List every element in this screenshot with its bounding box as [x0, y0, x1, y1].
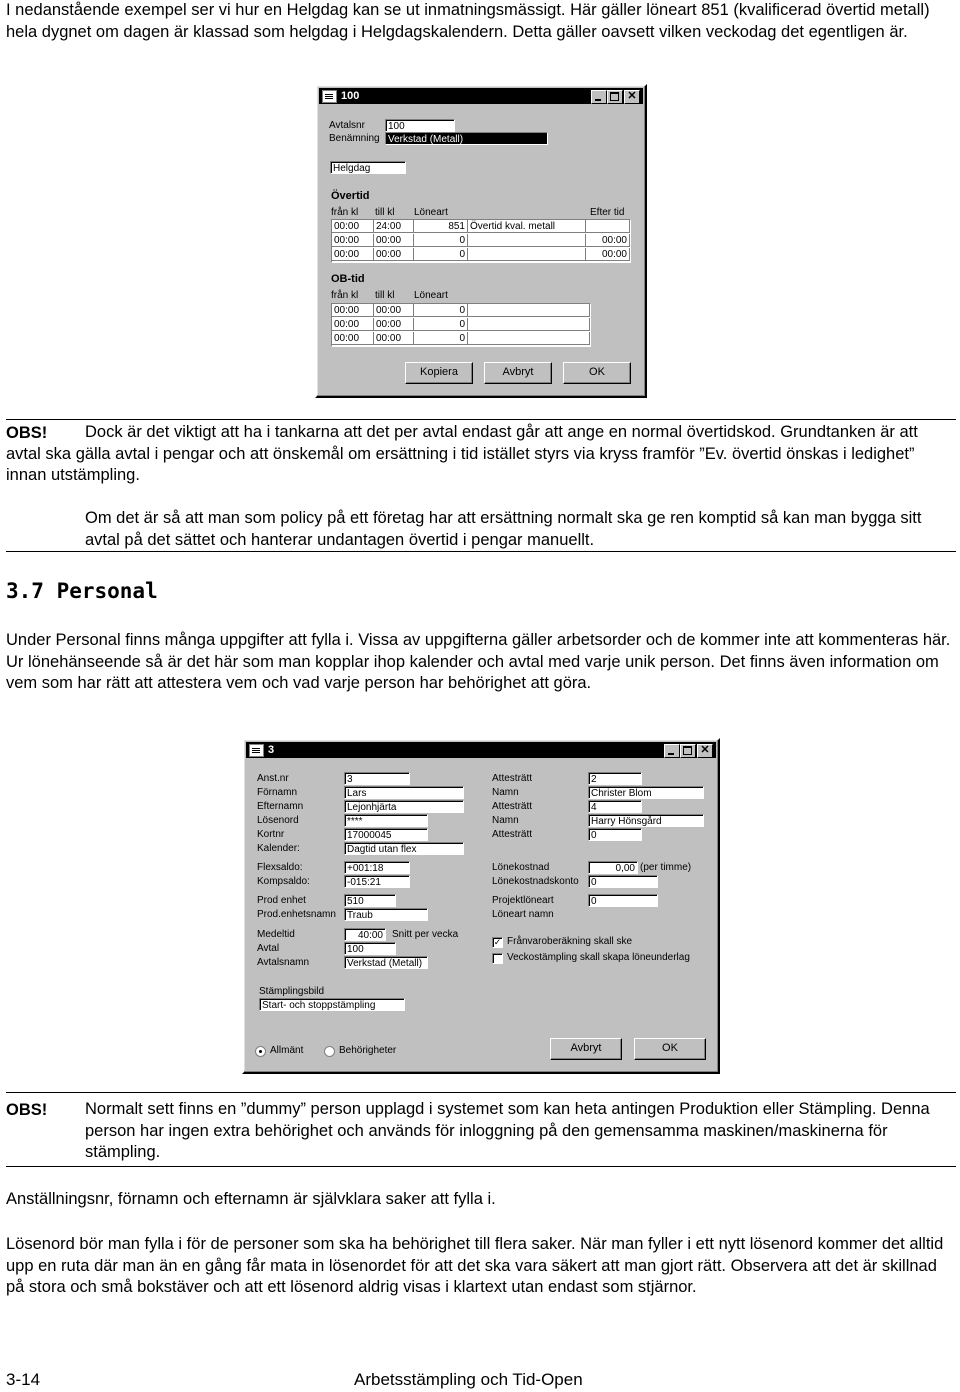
- field-label: Efternamn: [257, 801, 304, 812]
- overtid-col-efter: Efter tid: [590, 207, 625, 218]
- avtalsnr-label: Avtalsnr: [329, 120, 365, 131]
- field-label: Anst.nr: [257, 773, 289, 784]
- field-label: Avtal: [257, 943, 280, 954]
- overtid-col-till: till kl: [375, 207, 395, 218]
- obtid-table: [331, 303, 591, 347]
- field-label: Prod.enhetsnamn: [257, 909, 336, 920]
- kopiera-button[interactable]: Kopiera: [405, 362, 473, 384]
- attestratt-field[interactable]: 0: [588, 828, 642, 841]
- obtid-cell[interactable]: 00:00: [374, 304, 414, 317]
- overtid-cell[interactable]: [586, 220, 630, 233]
- field-label: Avtalsnamn: [257, 957, 310, 968]
- page-number: 3-14: [6, 1370, 41, 1389]
- obs-note-2: Om det är så att man som policy på ett företag har att ersättning normalt ska ge ren komptid så kan man bygga sitt avtal på det sättet och hanterar undantagen övertid i pengar manuellt.: [85, 509, 922, 549]
- prodenhet-field[interactable]: 510: [344, 894, 396, 907]
- overtid-cell[interactable]: 0: [414, 234, 468, 247]
- anst-paragraph: Anställningsnr, förnamn och efternamn är självklara saker att fylla i.: [6, 1190, 496, 1208]
- overtid-cell[interactable]: 00:00: [374, 234, 414, 247]
- obs-note-3: Normalt sett finns en ”dummy” person upplagd i systemet som kan heta antingen Produktion eller Stämpling. Denna person har ingen extra behörighet och används för inloggning på den gemensamma maskinen/maskinerna för stämpling.: [85, 1100, 930, 1161]
- obs-label: OBS!: [6, 424, 48, 442]
- obtid-cell[interactable]: 00:00: [332, 318, 374, 331]
- daytype-field[interactable]: Helgdag: [330, 161, 406, 174]
- agreement-dialog: [315, 84, 647, 398]
- obs-note-1-paragraph: Dock är det viktigt att ha i tankarna att det per avtal endast går att ange en normal övertidskod. Grundtanken är att avtal ska gälla avtal i pengar och att önskemål om ersättning i tid istället styrs via kryss framför ”Ev. övertid önskas i ledighet” innan utstämpling.: [6, 423, 918, 484]
- divider: [6, 1092, 956, 1093]
- obtid-cell[interactable]: 0: [414, 332, 468, 345]
- window-title: 100: [341, 90, 360, 102]
- veckostampling-label: Veckostämpling skall skapa löneunderlag: [507, 952, 690, 963]
- overtid-col-fran: från kl: [331, 207, 359, 218]
- field-label: Kalender:: [257, 843, 300, 854]
- franvaro-label: Frånvaroberäkning skall ske: [507, 936, 633, 947]
- field-label: Löneart namn: [492, 909, 554, 920]
- field-label: Prod enhet: [257, 895, 306, 906]
- lonekostnad-field[interactable]: 0,00: [588, 861, 638, 874]
- window-title: 3: [268, 744, 275, 756]
- allmant-label: Allmänt: [270, 1045, 304, 1056]
- field-label: Kortnr: [257, 829, 285, 840]
- attest-namn-field[interactable]: Christer Blom: [588, 786, 704, 799]
- field-label: Förnamn: [257, 787, 298, 798]
- overtid-cell[interactable]: 00:00: [374, 248, 414, 261]
- overtid-heading: Övertid: [331, 190, 370, 202]
- avbryt-button[interactable]: Avbryt: [550, 1038, 622, 1060]
- footer-title: Arbetsstämpling och Tid-Open: [354, 1370, 583, 1389]
- maximize-icon[interactable]: [607, 90, 623, 104]
- attest-namn-field[interactable]: Harry Hönsgård: [588, 814, 704, 827]
- franvaro-checkbox[interactable]: ✓: [493, 937, 502, 947]
- divider: [6, 551, 956, 552]
- allmant-radio[interactable]: [255, 1046, 266, 1057]
- obtid-cell[interactable]: 00:00: [374, 318, 414, 331]
- obtid-cell[interactable]: 0: [414, 318, 468, 331]
- losenord-paragraph: Lösenord bör man fylla i för de personer som ska ha behörighet till flera saker. När man fyller i ett nytt lösenord kommer det alltid upp en ruta där man än en gång får mata in lösenordet för att det ska vara säkert att man gjort rätt. Observera att det är skillnad på stora och små bokstäver och att ett lösenord aldrig visas i klartext utan endast som stjärnor.: [6, 1235, 944, 1296]
- obs-note-1-body: [6, 422, 951, 487]
- field-label: Attesträtt: [492, 829, 533, 840]
- obtid-cell[interactable]: 00:00: [332, 304, 374, 317]
- overtid-cell[interactable]: 00:00: [332, 220, 374, 233]
- ok-button[interactable]: OK: [563, 362, 631, 384]
- obtid-col-fran: från kl: [331, 290, 359, 301]
- person-dialog-titlebar: [246, 742, 716, 758]
- overtid-cell[interactable]: Övertid kval. metall: [468, 220, 586, 233]
- losenord-field[interactable]: ****: [344, 814, 428, 827]
- obtid-col-loneart: Löneart: [414, 290, 448, 301]
- overtid-cell[interactable]: 00:00: [586, 248, 630, 261]
- overtid-cell[interactable]: 24:00: [374, 220, 414, 233]
- overtid-cell[interactable]: 851: [414, 220, 468, 233]
- overtid-col-loneart: Löneart: [414, 207, 448, 218]
- obtid-cell[interactable]: 00:00: [332, 332, 374, 345]
- avtalsnamn-field[interactable]: Verkstad (Metall): [344, 956, 428, 969]
- lonekostnadskonto-field[interactable]: 0: [588, 875, 658, 888]
- obtid-heading: OB-tid: [331, 273, 365, 285]
- attestratt-field[interactable]: 2: [588, 772, 642, 785]
- field-label: Lönekostnadskonto: [492, 876, 579, 887]
- obtid-cell[interactable]: [468, 304, 590, 317]
- veckostampling-checkbox[interactable]: [492, 953, 503, 964]
- obtid-cell[interactable]: [468, 332, 590, 345]
- projektloneart-field[interactable]: 0: [588, 894, 658, 907]
- field-label: Kompsaldo:: [257, 876, 310, 887]
- divider: [6, 419, 956, 420]
- benamning-field[interactable]: Verkstad (Metall): [385, 132, 548, 145]
- field-label: Medeltid: [257, 929, 295, 940]
- field-label: Namn: [492, 815, 519, 826]
- field-label: Lösenord: [257, 815, 299, 826]
- overtid-table: [331, 219, 631, 263]
- fornamn-field[interactable]: Lars: [344, 786, 464, 799]
- obtid-col-till: till kl: [375, 290, 395, 301]
- field-label: Attesträtt: [492, 801, 533, 812]
- kompsaldo-field[interactable]: -015:21: [344, 875, 410, 888]
- window-menu-icon[interactable]: [322, 90, 337, 103]
- window-menu-icon[interactable]: [249, 744, 264, 757]
- overtid-cell[interactable]: 0: [414, 248, 468, 261]
- prodenhetsnamn-field[interactable]: Traub: [344, 908, 428, 921]
- maximize-icon[interactable]: [680, 744, 696, 758]
- kalender-field[interactable]: Dagtid utan flex: [344, 842, 464, 855]
- overtid-cell[interactable]: 00:00: [332, 234, 374, 247]
- ok-button[interactable]: OK: [634, 1038, 706, 1060]
- section-heading: 3.7 Personal: [6, 579, 158, 603]
- stampling-field[interactable]: Start- och stoppstämpling: [259, 998, 405, 1011]
- overtid-cell[interactable]: [468, 248, 586, 261]
- field-label: Attesträtt: [492, 773, 533, 784]
- stampling-label: Stämplingsbild: [259, 986, 325, 997]
- obtid-cell[interactable]: 00:00: [374, 332, 414, 345]
- field-label: Projektlöneart: [492, 895, 554, 906]
- obs-label: OBS!: [6, 1101, 48, 1119]
- overtid-cell[interactable]: 00:00: [586, 234, 630, 247]
- field-label: Lönekostnad: [492, 862, 550, 873]
- per-timme-label: (per timme): [640, 862, 692, 873]
- attestratt-field[interactable]: 4: [588, 800, 642, 813]
- divider: [6, 1166, 956, 1167]
- flexsaldo-field[interactable]: +001:18: [344, 861, 410, 874]
- loneart-namn-field[interactable]: [588, 908, 704, 921]
- behorigheter-radio[interactable]: [324, 1046, 335, 1057]
- avbryt-button[interactable]: Avbryt: [484, 362, 552, 384]
- overtid-cell[interactable]: 00:00: [332, 248, 374, 261]
- kortnr-field[interactable]: 17000045: [344, 828, 428, 841]
- close-icon[interactable]: ✕: [697, 744, 713, 758]
- avtal-field[interactable]: 100: [344, 942, 396, 955]
- efternamn-field[interactable]: Lejonhjärta: [344, 800, 464, 813]
- behorigheter-label: Behörigheter: [339, 1045, 397, 1056]
- overtid-cell[interactable]: [468, 234, 586, 247]
- minimize-icon[interactable]: [664, 744, 680, 758]
- field-label: Flexsaldo:: [257, 862, 303, 873]
- anstnr-field[interactable]: 3: [344, 772, 410, 785]
- person-dialog: [242, 738, 720, 1074]
- obtid-cell[interactable]: 0: [414, 304, 468, 317]
- close-icon[interactable]: ✕: [624, 90, 640, 104]
- benamning-label: Benämning: [329, 133, 380, 144]
- obtid-cell[interactable]: [468, 318, 590, 331]
- medeltid-field[interactable]: 40:00: [344, 928, 386, 941]
- personal-paragraph: Under Personal finns många uppgifter att fylla i. Vissa av uppgifterna gäller arbetsorder och de kommer inte att kommenteras här. Ur lönehänseende så är det här som man kopplar ihop kalender och avtal med varje unik person. Det finns även information om vem som har rätt att attestera vem och vad varje person har behörighet att göra.: [6, 631, 951, 692]
- field-label: Namn: [492, 787, 519, 798]
- snitt-label: Snitt per vecka: [392, 929, 459, 940]
- agreement-dialog-titlebar: [319, 88, 643, 104]
- intro-paragraph: I nedanstående exempel ser vi hur en Helgdag kan se ut inmatningsmässigt. Här gäller löneart 851 (kvalificerad övertid metall) hela dygnet om dagen är klassad som helgdag i Helgdagskalendern. Detta gäller oavsett vilken veckodag det egentligen är.: [6, 1, 930, 41]
- avtalsnr-field[interactable]: 100: [385, 119, 455, 132]
- minimize-icon[interactable]: [591, 90, 607, 104]
